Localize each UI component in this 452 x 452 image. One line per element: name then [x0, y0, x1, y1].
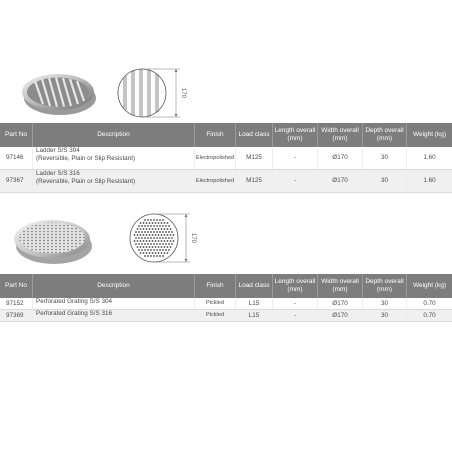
header-part-no: Part No — [0, 274, 33, 298]
header-load-class: Load class — [236, 123, 273, 147]
cell-part-no: 97152 — [0, 298, 33, 309]
table-row — [0, 170, 452, 193]
cell-load-class: M125 — [236, 147, 273, 169]
desc-line2: (Reversible, Plain or Slip Resistant) — [36, 154, 136, 162]
cell-part-no: 97146 — [0, 147, 33, 169]
cell-finish: Pickled — [195, 310, 236, 321]
header-width: Width overall (mm) — [318, 123, 363, 147]
cell-part-no: 97369 — [0, 310, 33, 321]
table-header — [0, 274, 452, 298]
header-part-no: Part No — [0, 123, 33, 147]
cell-width: Ø170 — [318, 147, 363, 169]
cell-description — [33, 147, 195, 169]
header-description: Description — [33, 274, 195, 298]
header-depth: Depth overall (mm) — [363, 123, 407, 147]
cell-width: Ø170 — [318, 310, 363, 321]
header-load-class: Load class — [236, 274, 273, 298]
cell-finish: Electropolished — [195, 147, 236, 169]
ladder-grating-photo — [18, 68, 98, 118]
cell-depth: 30 — [363, 310, 407, 321]
header-length: Length overall (mm) — [273, 123, 318, 147]
cell-length: - — [273, 298, 318, 309]
cell-description: Perforated Grating S/S 316 — [33, 310, 195, 321]
header-description: Description — [33, 123, 195, 147]
header-width: Width overall (mm) — [318, 274, 363, 298]
perforated-spec-table — [0, 274, 452, 322]
cell-length: - — [273, 310, 318, 321]
cell-description: Perforated Grating S/S 304 — [33, 298, 195, 309]
table-row — [0, 310, 452, 322]
cell-weight: 0.70 — [423, 299, 436, 307]
header-finish: Finish — [195, 123, 236, 147]
ladder-spec-table — [0, 123, 452, 193]
cell-load-class: L15 — [236, 310, 273, 321]
cell-load-class: M125 — [236, 170, 273, 192]
cell-weight: 1.60 — [423, 154, 436, 162]
table-header — [0, 123, 452, 147]
cell-length: - — [273, 170, 318, 192]
cell-length: - — [273, 147, 318, 169]
ladder-grating-drawing — [112, 66, 192, 120]
header-weight: Weight (kg) — [412, 130, 447, 138]
desc-line1: Ladder S/S 304 — [36, 147, 80, 154]
perforated-dimension-label: 170 — [190, 232, 196, 244]
cell-depth: 30 — [363, 147, 407, 169]
cell-part-no: 97367 — [0, 170, 33, 192]
header-depth: Depth overall (mm) — [363, 274, 407, 298]
cell-weight: 1.60 — [423, 177, 436, 185]
header-finish: Finish — [195, 274, 236, 298]
header-weight: Weight (kg) — [412, 281, 447, 289]
cell-depth: 30 — [363, 170, 407, 192]
ladder-dimension-label: 170 — [180, 87, 186, 99]
cell-load-class: L15 — [236, 298, 273, 309]
cell-width: Ø170 — [318, 298, 363, 309]
cell-finish: Electropolished — [195, 170, 236, 192]
cell-depth: 30 — [363, 298, 407, 309]
cell-width: Ø170 — [318, 170, 363, 192]
desc-line2: (Reversible, Plain or Slip Resistant) — [36, 177, 136, 185]
table-row — [0, 147, 452, 170]
table-row — [0, 298, 452, 310]
cell-weight: 0.70 — [423, 311, 436, 319]
cell-finish: Pickled — [195, 298, 236, 309]
header-length: Length overall (mm) — [273, 274, 318, 298]
perforated-grating-drawing — [124, 210, 204, 266]
perforated-grating-photo — [10, 212, 96, 268]
cell-description — [33, 170, 195, 192]
desc-line1: Ladder S/S 316 — [36, 170, 80, 177]
